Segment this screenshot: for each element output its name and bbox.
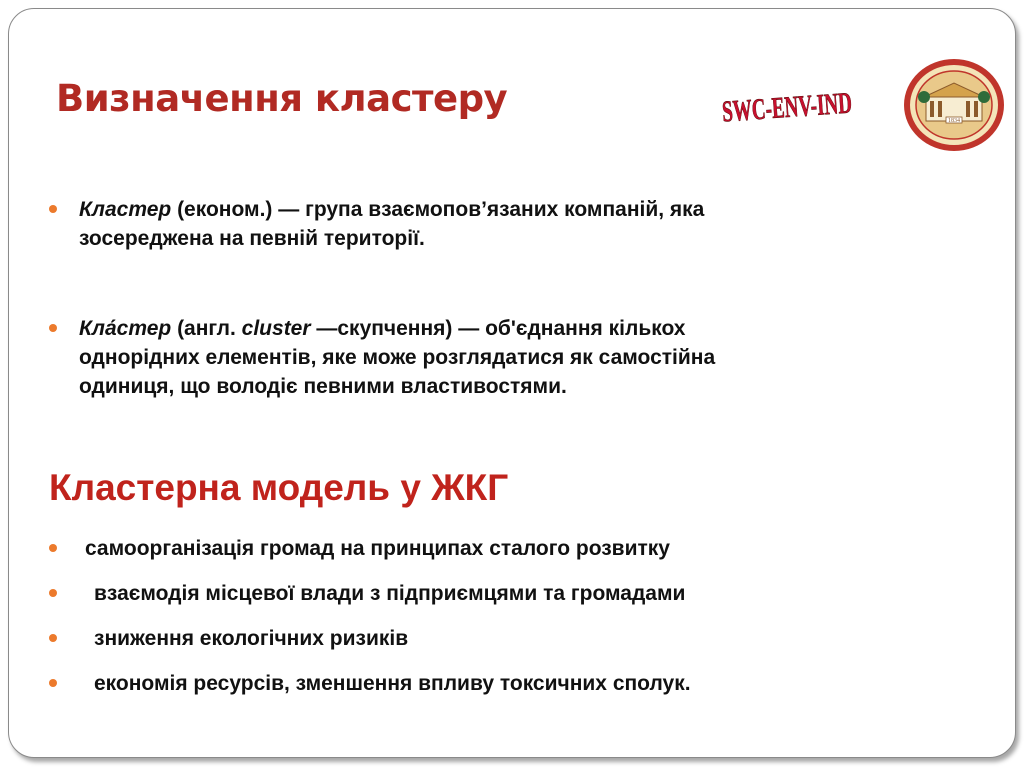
definition-line bbox=[79, 314, 949, 343]
definition-term: Кла́стер bbox=[79, 317, 172, 340]
bullet-icon bbox=[49, 205, 57, 213]
list-item-text: взаємодія місцевої влади з підприємцями та громадами bbox=[94, 582, 686, 605]
list-item-text: зниження екологічних ризиків bbox=[94, 627, 409, 650]
slide-frame bbox=[8, 8, 1016, 758]
list-item-text: самоорганізація громад на принципах сталого розвитку bbox=[85, 537, 670, 560]
list-item bbox=[49, 534, 949, 579]
definition-line: однорідних елементів, яке може розглядатися як самостійна bbox=[79, 346, 716, 369]
bullet-icon bbox=[49, 589, 57, 597]
project-tag-logo bbox=[719, 81, 928, 129]
definition-line: зосереджена на певній території. bbox=[79, 227, 425, 250]
bullet-icon bbox=[49, 324, 57, 332]
definition-block-1 bbox=[49, 195, 949, 253]
definition-line: одиниця, що володіє певними властивостями. bbox=[79, 375, 567, 398]
list-item bbox=[49, 624, 949, 669]
list-item bbox=[49, 669, 949, 714]
university-seal-logo bbox=[902, 57, 1006, 153]
list-item bbox=[49, 314, 949, 401]
section-heading: Кластерна модель у ЖКГ bbox=[49, 467, 509, 508]
bullet-icon bbox=[49, 544, 57, 552]
definition-text: —скупчення) — об'єднання кількох bbox=[310, 317, 686, 340]
bullet-icon bbox=[49, 634, 57, 642]
seal-year: 1834 bbox=[948, 118, 960, 124]
project-tag-text: SWC-ENV-IND bbox=[721, 81, 928, 129]
list-item bbox=[49, 195, 949, 253]
definition-line bbox=[79, 195, 949, 224]
slide-title: Визначення кластеру bbox=[56, 77, 508, 120]
definition-text: (економ.) — група взаємопов’язаних компаній, яка bbox=[171, 198, 705, 221]
definition-block-2 bbox=[49, 314, 949, 401]
definition-term: Кластер bbox=[79, 198, 172, 221]
definition-english-term: cluster bbox=[241, 317, 311, 340]
bullet-icon bbox=[49, 679, 57, 687]
model-list bbox=[49, 534, 949, 714]
list-item bbox=[49, 579, 949, 624]
definition-text: (англ. bbox=[171, 317, 242, 340]
list-item-text: економія ресурсів, зменшення впливу токсичних сполук. bbox=[94, 672, 691, 695]
